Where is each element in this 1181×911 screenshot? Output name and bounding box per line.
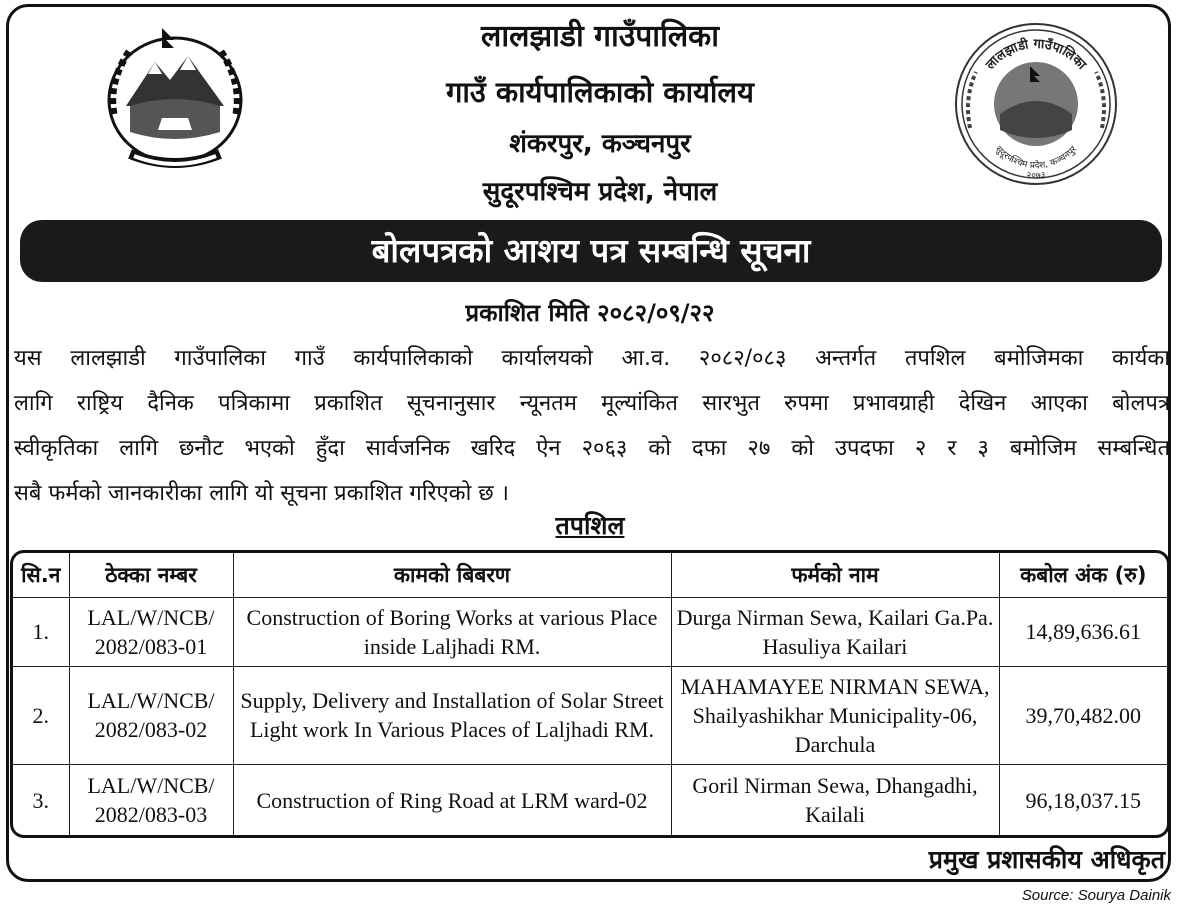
cell-firm: Goril Nirman Sewa, Dhangadhi, Kailali — [671, 765, 999, 835]
details-table — [10, 550, 1170, 838]
seal-year: २०७३ — [1026, 171, 1046, 181]
source-credit: Source: Sourya Dainik — [1021, 887, 1171, 904]
cell-firm: MAHAMAYEE NIRMAN SEWA, Shailyashikhar Municipality-06, Darchula — [671, 666, 999, 765]
office-name: लालझाडी गाउँपालिका — [481, 19, 719, 54]
paragraph-line: यस लालझाडी गाउँपालिका गाउँ कार्यपालिकाको कार्यालयको आ.व. २०८२/०८३ अन्तर्गत तपशिल बमोजिमका कार्यका — [14, 346, 1170, 371]
header-bid-amount: कबोल अंक (रु) — [999, 553, 1167, 598]
cell-firm: Durga Nirman Sewa, Kailari Ga.Pa. Hasuliya Kailari — [671, 598, 999, 666]
signatory-title: प्रमुख प्रशासकीय अधिकृत — [928, 845, 1165, 874]
header-work-description: कामको बिबरण — [233, 553, 671, 598]
office-subtitle: गाउँ कार्यपालिकाको कार्यालय — [446, 75, 754, 109]
cell-contract: LAL/W/NCB/ 2082/083-03 — [69, 765, 233, 835]
cell-sn: 3. — [13, 765, 69, 835]
table-row — [13, 765, 1167, 835]
cell-sn: 1. — [13, 598, 69, 666]
seal-top-text: लालझाडी गाउँपालिका — [983, 36, 1089, 73]
cell-contract: LAL/W/NCB/ 2082/083-02 — [69, 666, 233, 765]
paragraph-line: स्वीकृतिका लागि छनौट भएको हुँदा सार्वजनिक खरिद ऐन २०६३ को दफा २७ को उपदफा २ र ३ बमोजिम सम्बन्धित — [14, 436, 1170, 461]
cell-work: Construction of Ring Road at LRM ward-02 — [233, 765, 671, 835]
published-date: प्रकाशित मिति २०८२/०९/२२ — [465, 299, 715, 327]
cell-work: Construction of Boring Works at various Place inside Laljhadi RM. — [233, 598, 671, 666]
cell-contract: LAL/W/NCB/ 2082/083-01 — [69, 598, 233, 666]
table-row — [13, 598, 1167, 666]
paragraph-line: सबै फर्मको जानकारीका लागि यो सूचना प्रकाशित गरिएको छ । — [14, 481, 510, 506]
notice-title-banner: बोलपत्रको आशय पत्र सम्बन्धि सूचना — [20, 220, 1162, 282]
nepal-emblem-icon — [100, 22, 250, 182]
office-address: शंकरपुर, कञ्चनपुर — [509, 129, 691, 159]
cell-work: Supply, Delivery and Installation of Solar Street Light work In Various Places of Laljhadi RM. — [233, 666, 671, 765]
cell-amount: 96,18,037.15 — [999, 765, 1167, 835]
paragraph-line: लागि राष्ट्रिय दैनिक पत्रिकामा प्रकाशित सूचनानुसार न्यूनतम मूल्यांकित सारभुत रुपमा प्रभावग्राही देखिन आएका बोलपत्र — [14, 391, 1170, 416]
cell-sn: 2. — [13, 666, 69, 765]
table-row — [13, 666, 1167, 765]
notice-paragraph — [14, 336, 1170, 516]
seal-bottom-text: सुदूरपश्चिम प्रदेश, कञ्चनपुर — [992, 144, 1080, 172]
cell-amount: 39,70,482.00 — [999, 666, 1167, 765]
svg-text:सुदूरपश्चिम प्रदेश, कञ्चनपुर — [993, 144, 1079, 171]
cell-amount: 14,89,636.61 — [999, 598, 1167, 666]
office-province: सुदूरपश्चिम प्रदेश, नेपाल — [482, 177, 718, 207]
municipality-seal-icon — [950, 18, 1122, 190]
table-heading: तपशिल — [555, 511, 625, 540]
table-header-row — [13, 553, 1167, 598]
header-firm-name: फर्मको नाम — [671, 553, 999, 598]
header-contract-number: ठेक्का नम्बर — [69, 553, 233, 598]
header-sn: सि.न — [13, 553, 69, 598]
